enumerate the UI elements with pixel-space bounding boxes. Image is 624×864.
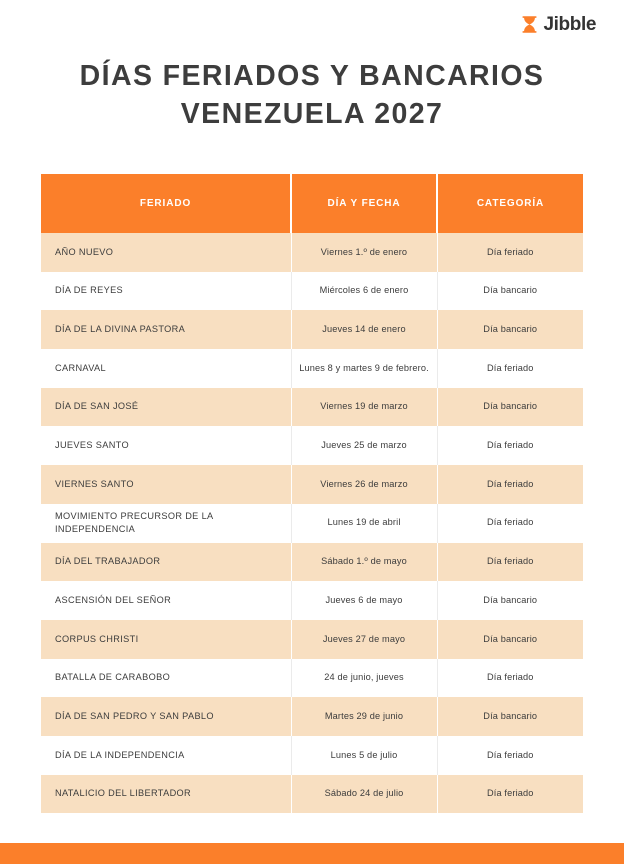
table-row	[41, 659, 583, 698]
cell-holiday-date: Viernes 1.º de enero	[291, 233, 437, 272]
cell-holiday-name: NATALICIO DEL LIBERTADOR	[41, 775, 291, 814]
cell-holiday-name: DÍA DE SAN JOSÉ	[41, 388, 291, 427]
cell-holiday-category: Día bancario	[437, 272, 583, 311]
cell-holiday-name: CORPUS CHRISTI	[41, 620, 291, 659]
column-header-feriado: FERIADO	[41, 174, 291, 233]
cell-holiday-category: Día feriado	[437, 504, 583, 543]
table-header	[41, 174, 583, 233]
cell-holiday-date: Sábado 1.º de mayo	[291, 543, 437, 582]
cell-holiday-date: Lunes 8 y martes 9 de febrero.	[291, 349, 437, 388]
cell-holiday-date: Miércoles 6 de enero	[291, 272, 437, 311]
cell-holiday-name: CARNAVAL	[41, 349, 291, 388]
footer-accent-bar	[0, 843, 624, 864]
table-row	[41, 543, 583, 582]
cell-holiday-name: ASCENSIÓN DEL SEÑOR	[41, 581, 291, 620]
cell-holiday-category: Día bancario	[437, 388, 583, 427]
cell-holiday-name: MOVIMIENTO PRECURSOR DE LA INDEPENDENCIA	[41, 504, 291, 543]
table-row	[41, 349, 583, 388]
page-title-line-2: VENEZUELA 2027	[180, 97, 444, 130]
cell-holiday-date: Lunes 19 de abril	[291, 504, 437, 543]
cell-holiday-name: JUEVES SANTO	[41, 426, 291, 465]
table-row	[41, 581, 583, 620]
cell-holiday-name: DÍA DE SAN PEDRO Y SAN PABLO	[41, 697, 291, 736]
table-row	[41, 775, 583, 814]
table-row	[41, 504, 583, 543]
table-row	[41, 426, 583, 465]
cell-holiday-category: Día feriado	[437, 426, 583, 465]
cell-holiday-category: Día feriado	[437, 233, 583, 272]
cell-holiday-category: Día feriado	[437, 775, 583, 814]
cell-holiday-category: Día feriado	[437, 349, 583, 388]
cell-holiday-category: Día feriado	[437, 736, 583, 775]
cell-holiday-category: Día feriado	[437, 465, 583, 504]
table-header-row	[41, 174, 583, 233]
hourglass-icon	[521, 15, 538, 34]
cell-holiday-date: Lunes 5 de julio	[291, 736, 437, 775]
cell-holiday-category: Día bancario	[437, 310, 583, 349]
column-header-categoria: CATEGORÍA	[437, 174, 583, 233]
brand-logo	[521, 12, 596, 36]
cell-holiday-name: AÑO NUEVO	[41, 233, 291, 272]
cell-holiday-date: Martes 29 de junio	[291, 697, 437, 736]
table-row	[41, 233, 583, 272]
table-row	[41, 272, 583, 311]
table-row	[41, 388, 583, 427]
table-row	[41, 465, 583, 504]
page-title	[0, 58, 624, 133]
cell-holiday-date: Jueves 6 de mayo	[291, 581, 437, 620]
cell-holiday-category: Día bancario	[437, 620, 583, 659]
cell-holiday-category: Día feriado	[437, 543, 583, 582]
table-body	[41, 233, 583, 813]
cell-holiday-category: Día bancario	[437, 581, 583, 620]
cell-holiday-name: DÍA DE REYES	[41, 272, 291, 311]
cell-holiday-name: VIERNES SANTO	[41, 465, 291, 504]
cell-holiday-date: Jueves 25 de marzo	[291, 426, 437, 465]
page-title-line-1: DÍAS FERIADOS Y BANCARIOS	[79, 60, 545, 92]
cell-holiday-date: Jueves 27 de mayo	[291, 620, 437, 659]
brand-name: Jibble	[543, 13, 596, 35]
holidays-table	[41, 174, 583, 813]
cell-holiday-name: DÍA DE LA DIVINA PASTORA	[41, 310, 291, 349]
cell-holiday-category: Día feriado	[437, 659, 583, 698]
cell-holiday-name: BATALLA DE CARABOBO	[41, 659, 291, 698]
table-row	[41, 310, 583, 349]
cell-holiday-date: Jueves 14 de enero	[291, 310, 437, 349]
cell-holiday-category: Día bancario	[437, 697, 583, 736]
cell-holiday-date: Viernes 26 de marzo	[291, 465, 437, 504]
column-header-fecha: DÍA Y FECHA	[291, 174, 437, 233]
cell-holiday-date: 24 de junio, jueves	[291, 659, 437, 698]
table-row	[41, 697, 583, 736]
cell-holiday-name: DÍA DE LA INDEPENDENCIA	[41, 736, 291, 775]
table-row	[41, 736, 583, 775]
cell-holiday-date: Viernes 19 de marzo	[291, 388, 437, 427]
cell-holiday-date: Sábado 24 de julio	[291, 775, 437, 814]
cell-holiday-name: DÍA DEL TRABAJADOR	[41, 543, 291, 582]
table-row	[41, 620, 583, 659]
